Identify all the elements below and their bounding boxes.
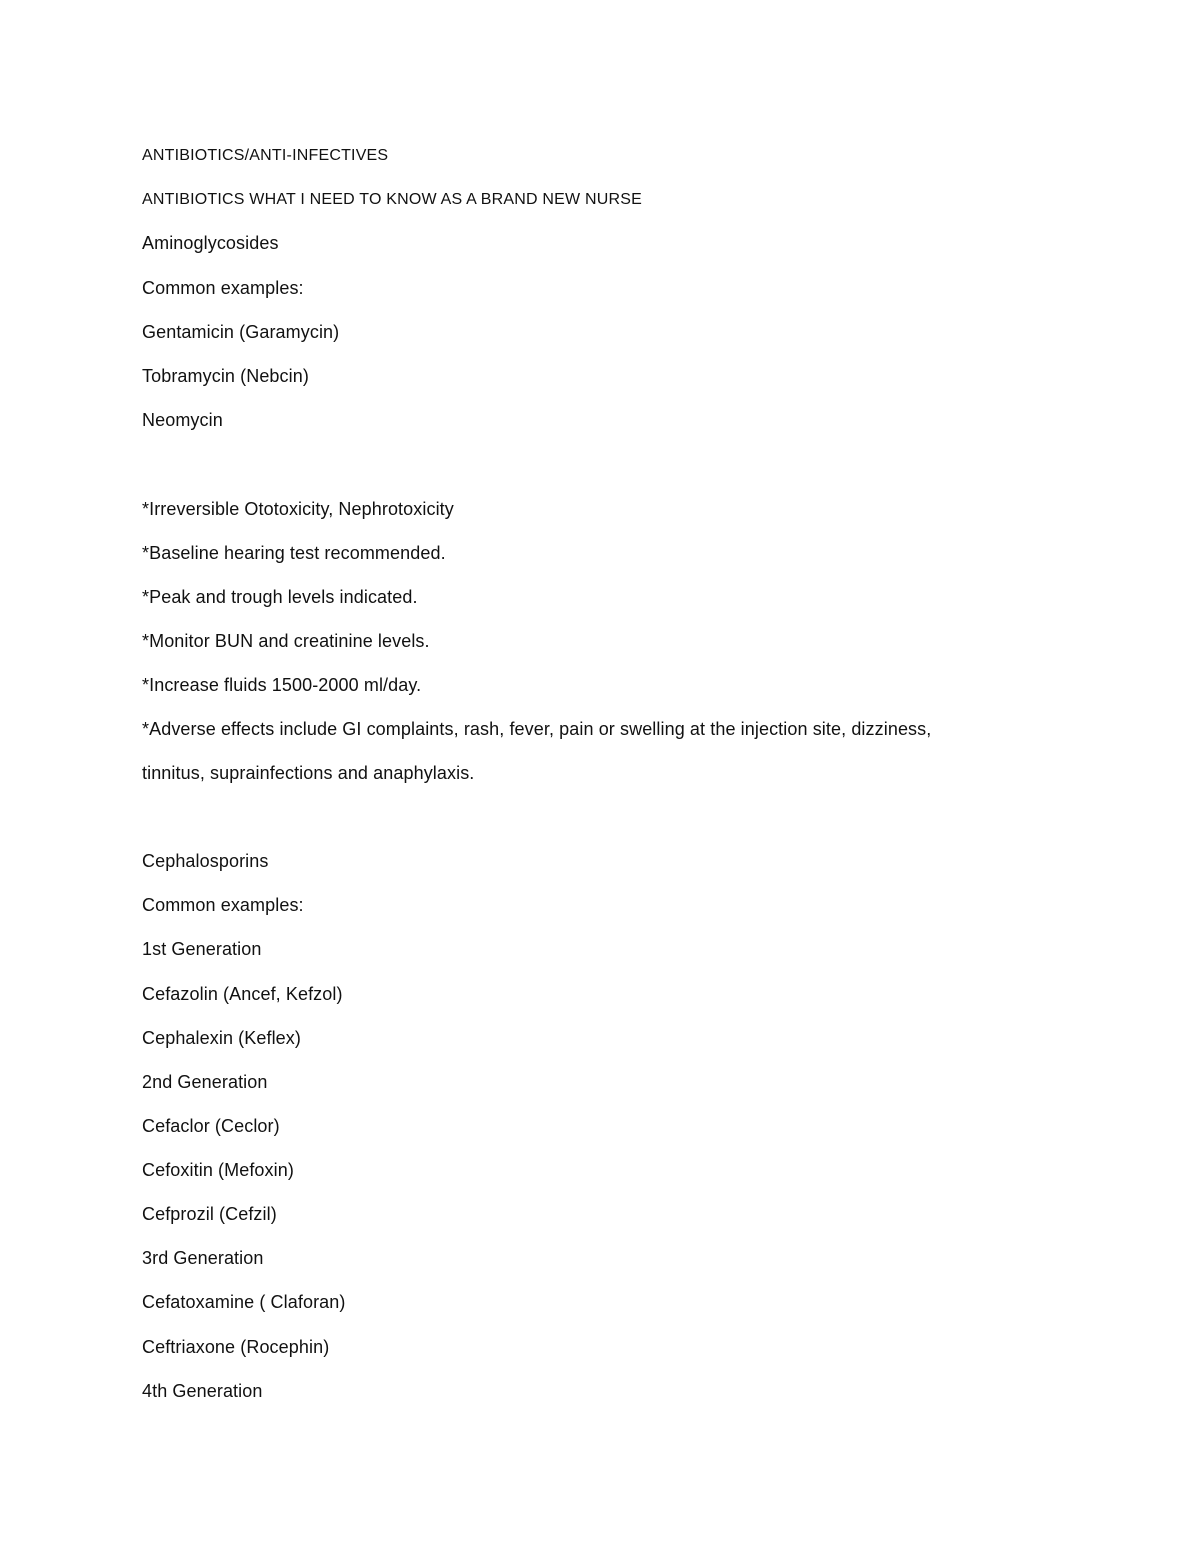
- aminoglycoside-note: *Baseline hearing test recommended.: [142, 543, 446, 563]
- aminoglycosides-heading: Aminoglycosides: [142, 233, 279, 253]
- cephalosporin-generation-heading: 1st Generation: [142, 939, 262, 959]
- cephalosporin-example: Cefatoxamine ( Claforan): [142, 1292, 346, 1312]
- cephalosporin-example: Ceftriaxone (Rocephin): [142, 1337, 330, 1357]
- cephalosporin-generation-heading: 2nd Generation: [142, 1072, 268, 1092]
- aminoglycoside-note: tinnitus, suprainfections and anaphylaxis.: [142, 763, 475, 783]
- aminoglycoside-note: *Monitor BUN and creatinine levels.: [142, 631, 430, 651]
- cephalosporins-examples-label: Common examples:: [142, 895, 304, 915]
- cephalosporin-example: Cefoxitin (Mefoxin): [142, 1160, 294, 1180]
- cephalosporin-example: Cefprozil (Cefzil): [142, 1204, 277, 1224]
- cephalosporin-generation-heading: 3rd Generation: [142, 1248, 264, 1268]
- aminoglycosides-examples-label: Common examples:: [142, 278, 304, 298]
- aminoglycoside-example: Tobramycin (Nebcin): [142, 366, 309, 386]
- aminoglycoside-note: *Increase fluids 1500-2000 ml/day.: [142, 675, 422, 695]
- document-subtitle: ANTIBIOTICS WHAT I NEED TO KNOW AS A BRAND NEW NURSE: [142, 191, 642, 208]
- cephalosporin-example: Cefaclor (Ceclor): [142, 1116, 280, 1136]
- aminoglycoside-example: Neomycin: [142, 410, 223, 430]
- cephalosporin-generation-heading: 4th Generation: [142, 1381, 263, 1401]
- cephalosporins-heading: Cephalosporins: [142, 851, 269, 871]
- aminoglycoside-note: *Peak and trough levels indicated.: [142, 587, 418, 607]
- aminoglycoside-note: *Adverse effects include GI complaints, rash, fever, pain or swelling at the injection site, dizziness,: [142, 719, 932, 739]
- document-title: ANTIBIOTICS/ANTI-INFECTIVES: [142, 147, 389, 164]
- aminoglycoside-example: Gentamicin (Garamycin): [142, 322, 340, 342]
- aminoglycoside-note: *Irreversible Ototoxicity, Nephrotoxicity: [142, 499, 454, 519]
- cephalosporin-example: Cephalexin (Keflex): [142, 1028, 301, 1048]
- cephalosporin-example: Cefazolin (Ancef, Kefzol): [142, 984, 343, 1004]
